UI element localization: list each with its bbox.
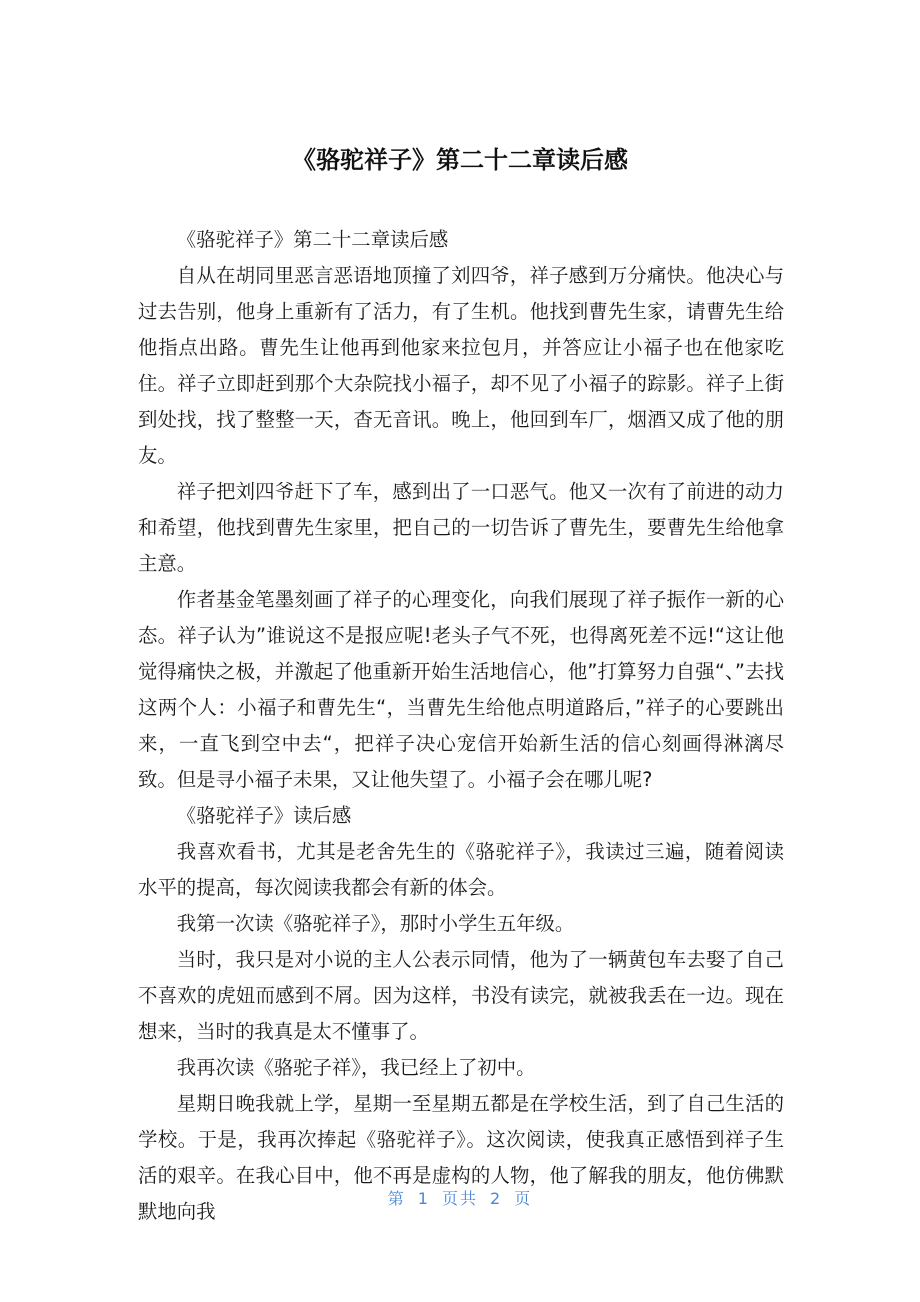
paragraph: 我喜欢看书，尤其是老舍先生的《骆驼祥子》，我读过三遍，随着阅读水平的提高，每次阅读我都会有新的体会。 — [138, 840, 784, 899]
paragraph: 祥子把刘四爷赶下了车，感到出了一口恶气。他又一次有了前进的动力和希望，他找到曹先生家里，把自己的一切告诉了曹先生，要曹先生给他拿主意。 — [138, 480, 784, 575]
section-heading: 《骆驼祥子》第二十二章读后感 — [176, 228, 449, 251]
page-footer — [0, 1186, 920, 1209]
page-label-prefix: 第 — [387, 1189, 406, 1208]
page-label-mid: 页共 — [441, 1189, 478, 1208]
paragraph: 星期日晚我就上学，星期一至星期五都是在学校生活，到了自己生活的学校。于是，我再次捧起《骆驼祥子》。这次阅读，使我真正感悟到祥子生活的艰辛。在我心目中，他不再是虚构的人物，他了解我的朋友，他仿佛默默地向我 — [138, 1092, 784, 1223]
paragraph: 我再次读《骆驼子祥》，我已经上了初中。 — [176, 1056, 536, 1079]
paragraph: 自从在胡同里恶言恶语地顶撞了刘四爷，祥子感到万分痛快。他决心与过去告别，他身上重新有了活力，有了生机。他找到曹先生家，请曹先生给他指点出路。曹先生让他再到他家来拉包月，并答应让小福子也在他家吃住。祥子立即赶到那个大杂院找小福子，却不见了小福子的踪影。祥子上街到处找，找了整整一天，杳无音讯。晚上，他回到车厂，烟酒又成了他的朋友。 — [138, 264, 784, 467]
current-page-number: 1 — [417, 1189, 430, 1208]
paragraph: 当时，我只是对小说的主人公表示同情，他为了一辆黄包车去娶了自己不喜欢的虎妞而感到不屑。因为这样，书没有读完，就被我丢在一边。现在想来，当时的我真是太不懂事了。 — [138, 948, 784, 1043]
paragraph: 我第一次读《骆驼祥子》，那时小学生五年级。 — [176, 912, 575, 935]
document-body — [138, 222, 784, 1230]
page-label-suffix: 页 — [514, 1189, 533, 1208]
document-title: 《骆驼祥子》第二十二章读后感 — [292, 146, 628, 174]
paragraph: 作者基金笔墨刻画了祥子的心理变化，向我们展现了祥子振作一新的心态。祥子认为”谁说这不是报应呢!老头子气不死，也得离死差不远!“这让他觉得痛快之极，并激起了他重新开始生活地信心，他”打算努力自强“、”去找这两个人：小福子和曹先生“，当曹先生给他点明道路后，”祥子的心要跳出来，一直飞到空中去“，把祥子决心宠信开始新生活的信心刻画得淋漓尽致。但是寻小福子未果，又让他失望了。小福子会在哪儿呢? — [138, 588, 784, 791]
total-pages-number: 2 — [490, 1189, 503, 1208]
section-heading: 《骆驼祥子》读后感 — [176, 804, 352, 827]
